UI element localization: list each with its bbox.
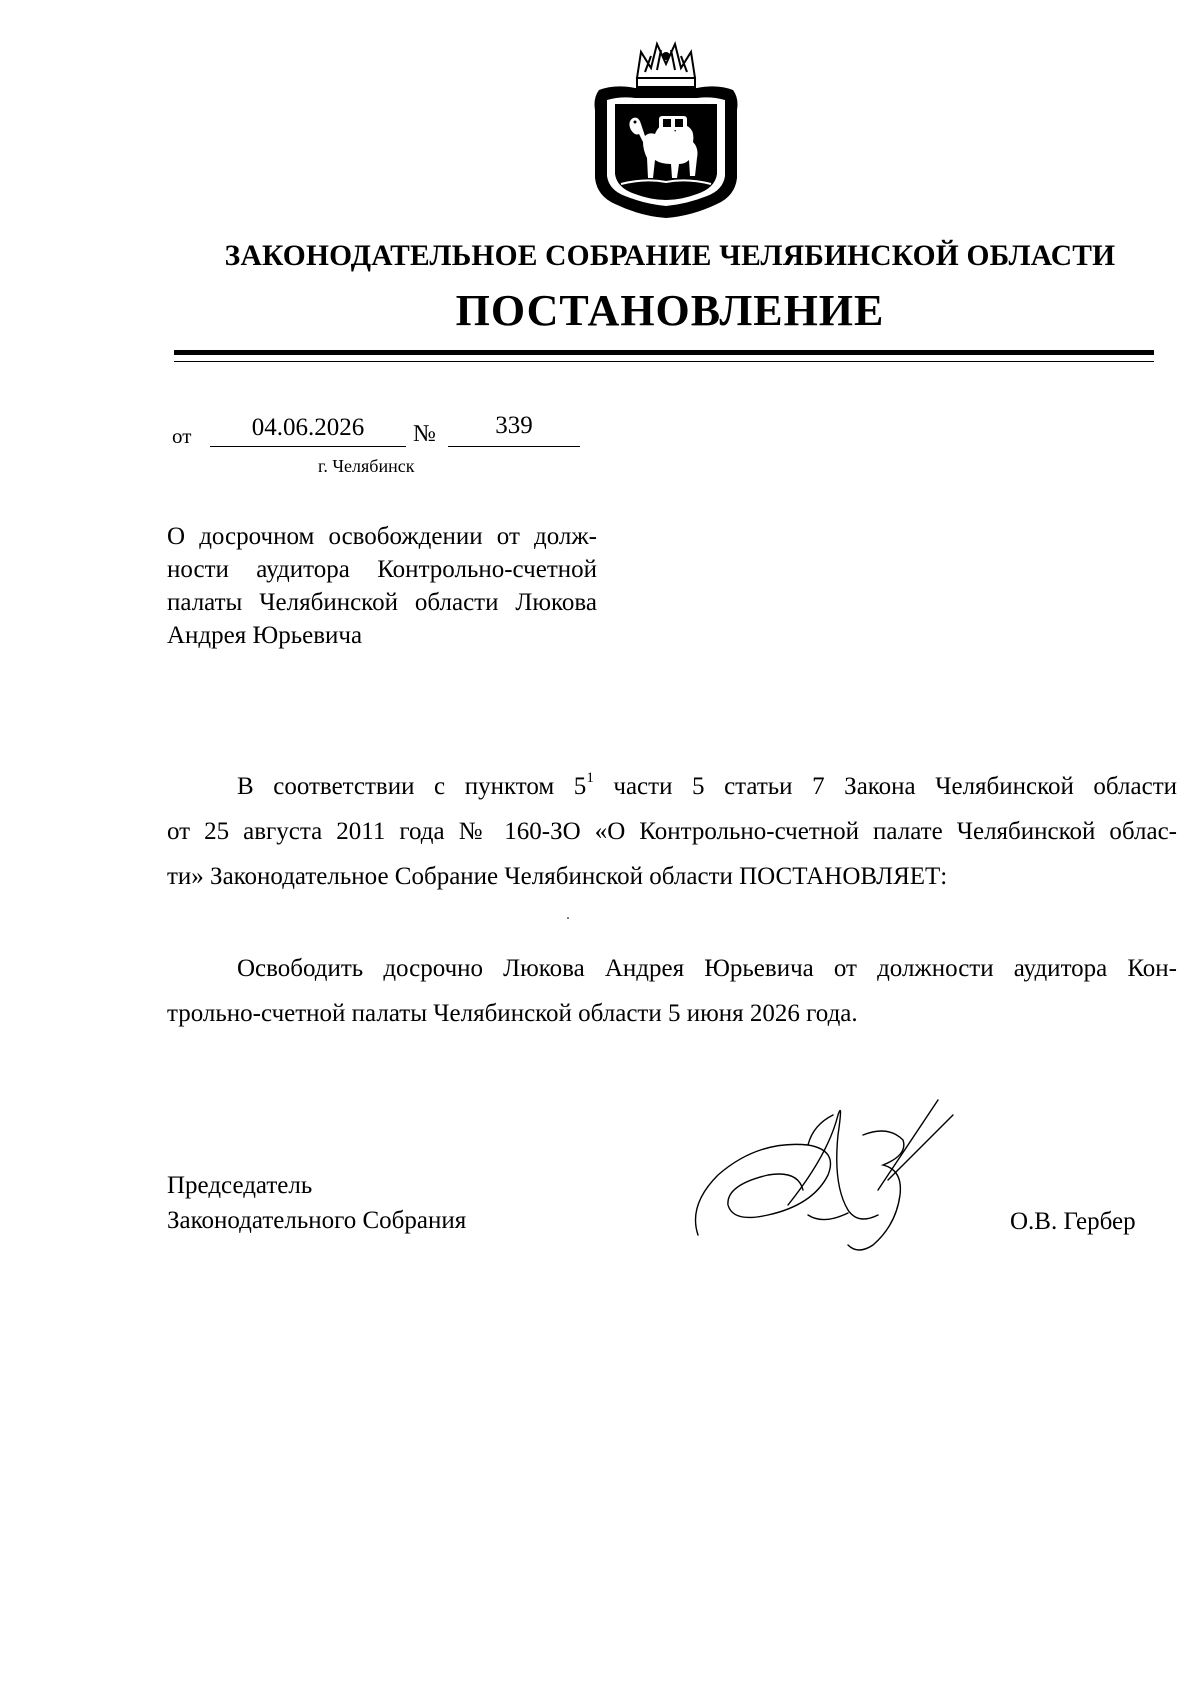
city-label: г. Челябинск (318, 456, 415, 476)
subject-line: ности аудитора Контрольно-счетной (167, 556, 597, 583)
organization-title: ЗАКОНОДАТЕЛЬНОЕ СОБРАНИЕ ЧЕЛЯБИНСКОЙ ОБЛАСТИ (224, 240, 1116, 272)
paragraph-line: ти» Законодательное Собрание Челябинской области ПОСТАНОВЛЯЕТ: (167, 863, 948, 890)
signatory-name: О.В. Гербер (1010, 1208, 1136, 1235)
document-subject (167, 520, 597, 652)
subject-line: палаты Челябинской области Люкова (167, 589, 597, 616)
number-label: № (413, 421, 436, 447)
subject-line: О досрочном освобождении от долж- (167, 523, 597, 550)
paragraph-line (167, 764, 1177, 809)
date-underline (210, 446, 406, 447)
handwritten-signature-icon (688, 1095, 958, 1270)
coat-of-arms-icon (585, 38, 747, 220)
signatory-title (167, 1168, 466, 1238)
scan-speck (567, 917, 569, 919)
document-number: 339 (495, 412, 533, 439)
paragraph-line: трольно-счетной палаты Челябинской области 5 июня 2026 года. (167, 1000, 858, 1027)
number-underline (448, 446, 580, 447)
document-date: 04.06.2026 (251, 414, 365, 441)
resolution-paragraph (167, 946, 1177, 1036)
signatory-title-line: Председатель (167, 1172, 313, 1199)
paragraph-text: В соответствии с пунктом 5 (237, 773, 587, 800)
header-rule-thick (174, 350, 1154, 355)
signatory-title-line: Законодательного Собрания (167, 1207, 467, 1234)
superscript-index: 1 (586, 769, 594, 786)
header-rule-thin (174, 361, 1154, 362)
preamble-paragraph (167, 764, 1177, 899)
date-prefix-label: от (172, 424, 192, 448)
document-type-title: ПОСТАНОВЛЕНИЕ (455, 286, 885, 335)
paragraph-line: Освободить досрочно Люкова Андрея Юрьевича от должности аудитора Кон- (237, 955, 1177, 982)
paragraph-line: от 25 августа 2011 года № 160-ЗО «О Контрольно-счетной палате Челябинской облас- (167, 818, 1177, 845)
subject-line: Андрея Юрьевича (167, 622, 363, 649)
paragraph-text: части 5 статьи 7 Закона Челябинской области (593, 773, 1178, 800)
